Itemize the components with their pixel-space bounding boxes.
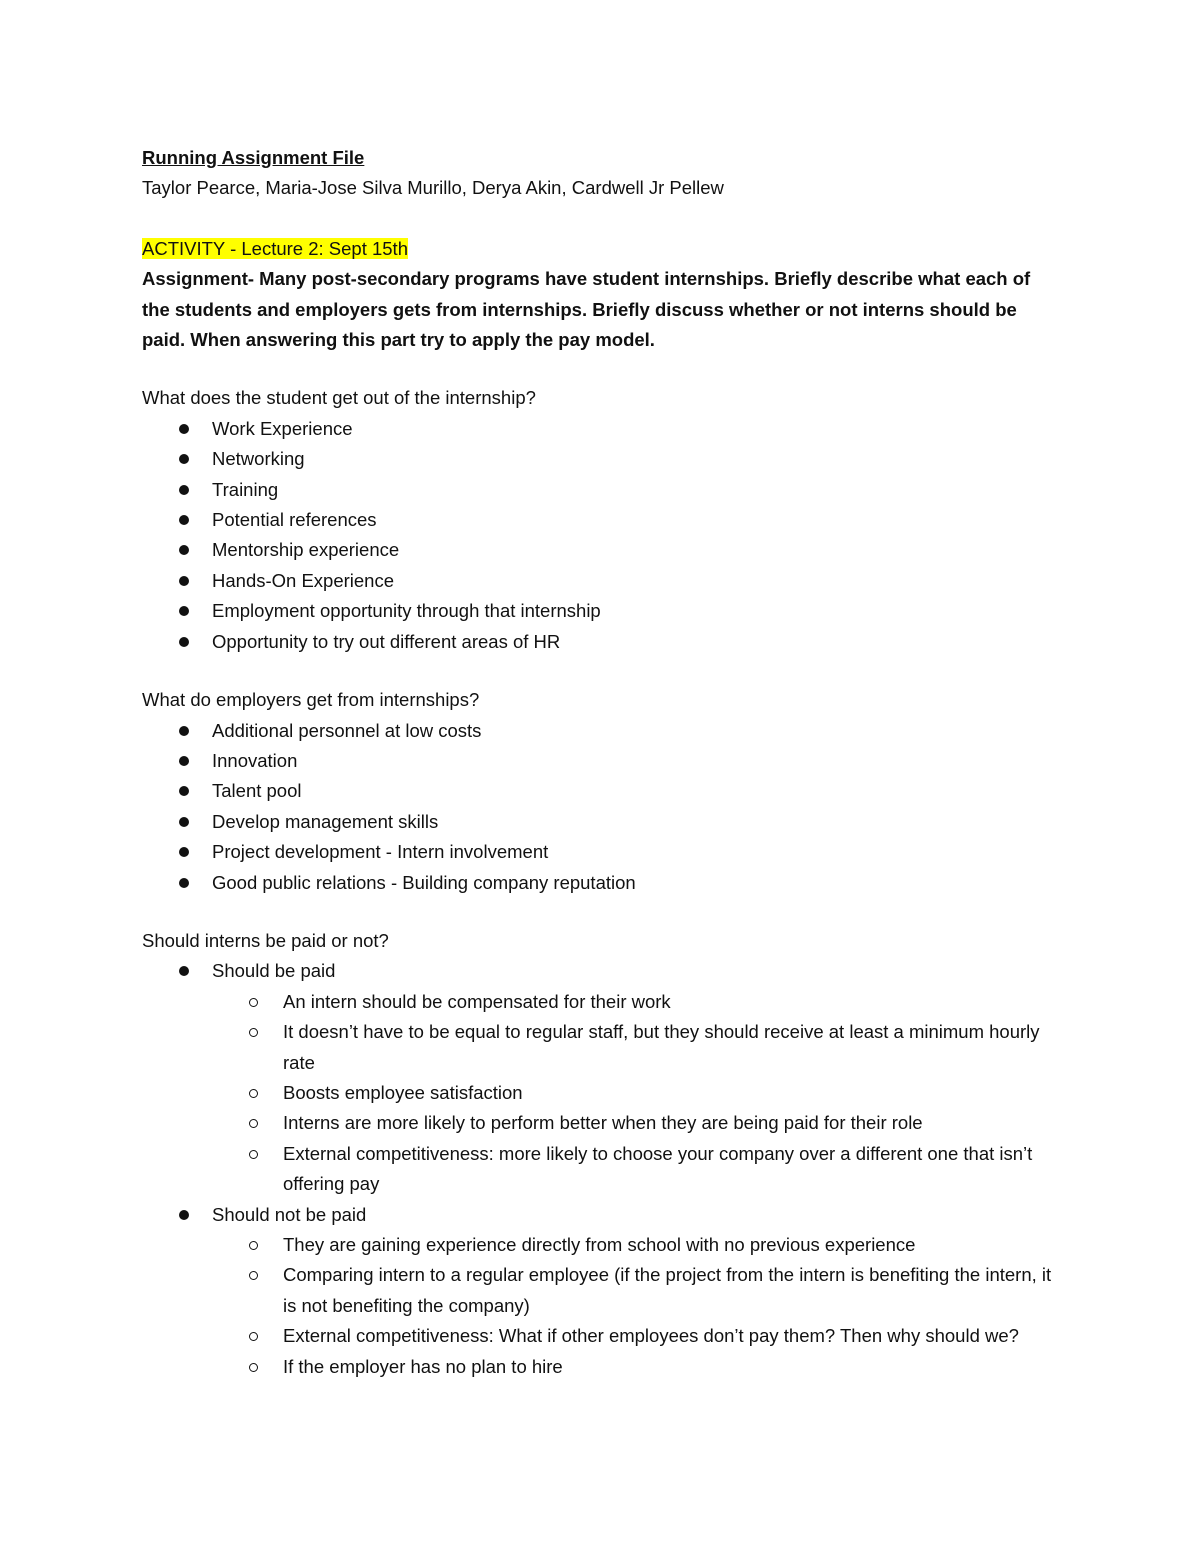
employer-question: What do employers get from internships? bbox=[142, 689, 480, 711]
list-item: Work Experience bbox=[142, 414, 1062, 444]
student-question: What does the student get out of the internship? bbox=[142, 387, 536, 409]
list-item: Innovation bbox=[142, 746, 1062, 776]
sub-list-item: Boosts employee satisfaction bbox=[142, 1078, 1062, 1108]
sub-list-item: External competitiveness: more likely to choose your company over a different one that isn’t offering pay bbox=[142, 1139, 1062, 1200]
list-item: Hands-On Experience bbox=[142, 566, 1062, 596]
document-title: Running Assignment File bbox=[142, 147, 365, 168]
sub-list-item: An intern should be compensated for their work bbox=[142, 987, 1062, 1017]
list-item: Employment opportunity through that internship bbox=[142, 596, 1062, 626]
sub-list-item: It doesn’t have to be equal to regular staff, but they should receive at least a minimum hourly rate bbox=[142, 1017, 1062, 1078]
list-item: Additional personnel at low costs bbox=[142, 716, 1062, 746]
sub-list-item: If the employer has no plan to hire bbox=[142, 1352, 1062, 1382]
sub-list-item: Comparing intern to a regular employee (if the project from the intern is benefiting the intern, it is not benefiting the company) bbox=[142, 1260, 1062, 1321]
list-item: Talent pool bbox=[142, 776, 1062, 806]
assignment-prompt: Assignment- Many post-secondary programs have student internships. Briefly describe what each of the students and employers gets from internships. Briefly discuss whether or not interns should be paid. When answering this part try to apply the pay model. bbox=[142, 268, 1031, 351]
paid-reasons-list bbox=[212, 987, 1062, 1200]
list-item: Potential references bbox=[142, 505, 1062, 535]
list-item: Networking bbox=[142, 444, 1062, 474]
list-item: Mentorship experience bbox=[142, 535, 1062, 565]
list-item: Training bbox=[142, 475, 1062, 505]
student-benefits-list bbox=[142, 414, 1062, 657]
activity-label: ACTIVITY - Lecture 2: Sept 15th bbox=[142, 237, 408, 259]
pay-options-list bbox=[142, 956, 1062, 1382]
not-paid-label: Should not be paid bbox=[212, 1203, 367, 1225]
list-item bbox=[142, 956, 1062, 1199]
sub-list-item: They are gaining experience directly from school with no previous experience bbox=[142, 1230, 1062, 1260]
sub-list-item: Interns are more likely to perform better when they are being paid for their role bbox=[142, 1108, 1062, 1138]
list-item: Opportunity to try out different areas of HR bbox=[142, 627, 1062, 657]
list-item bbox=[142, 1200, 1062, 1382]
paid-label: Should be paid bbox=[212, 960, 336, 982]
list-item: Develop management skills bbox=[142, 807, 1062, 837]
activity-heading bbox=[142, 234, 1062, 264]
list-item: Good public relations - Building company reputation bbox=[142, 868, 1062, 898]
sub-list-item: External competitiveness: What if other employees don’t pay them? Then why should we? bbox=[142, 1321, 1062, 1351]
pay-question: Should interns be paid or not? bbox=[142, 929, 389, 951]
document-authors: Taylor Pearce, Maria-Jose Silva Murillo, Derya Akin, Cardwell Jr Pellew bbox=[142, 177, 724, 199]
not-paid-reasons-list bbox=[212, 1230, 1062, 1382]
list-item: Project development - Intern involvement bbox=[142, 837, 1062, 867]
document-body bbox=[142, 143, 1062, 1382]
employer-benefits-list bbox=[142, 716, 1062, 898]
